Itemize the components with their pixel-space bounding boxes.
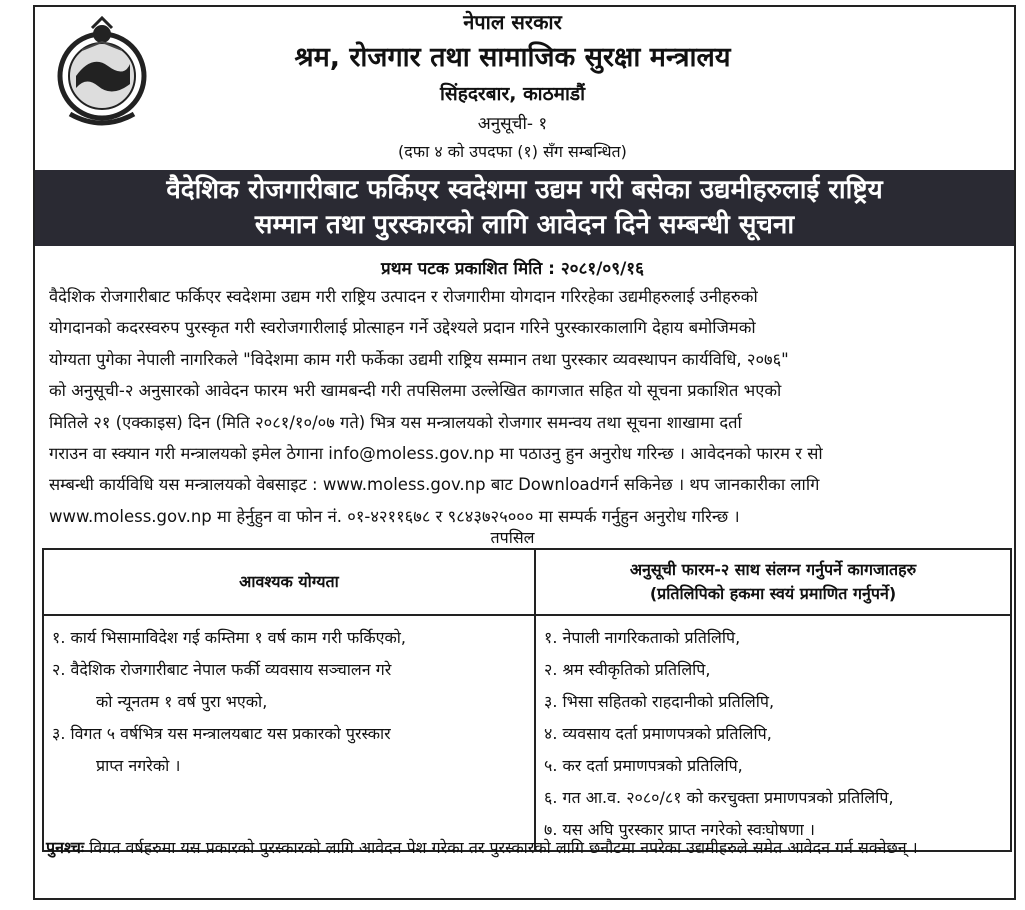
ministry-location: सिंहदरबार, काठमाडौं: [439, 83, 585, 105]
body-line: गराउन वा स्क्यान गरी मन्त्रालयको इमेल ठेगाना info@moless.gov.np मा पठाउनु हुन अनुरोध गरिन्छ । आवेदनको फारम र सो: [49, 444, 823, 464]
body-line: को अनुसूची-२ अनुसारको आवेदन फारम भरी खामबन्दी गरी तपसिलमा उल्लेखित कागजात सहित यो सूचना प्रकाशित भएको: [49, 381, 782, 401]
footnote: [46, 833, 1006, 863]
ministry-title: श्रम, रोजगार तथा सामाजिक सुरक्षा मन्त्रालय: [294, 42, 731, 73]
documents-header-line-1: अनुसूची फारम-२ साथ संलग्न गर्नुपर्ने कागजातहरु: [629, 560, 917, 579]
list-item: ७. यस अघि पुरस्कार प्राप्त नगरेको स्वःघोषणा ।: [544, 820, 815, 839]
notice-banner: [35, 170, 1014, 246]
documents-header-line-2: (प्रतिलिपिको हकमा स्वयं प्रमाणित गर्नुपर्ने): [649, 584, 897, 603]
body-line: www.moless.gov.np मा हेर्नुहुन वा फोन नं. ०१-४२११६७८ र ९८४३७२५००० मा सम्पर्क गर्नुहुन अनुरोध गरिन्छ ।: [49, 506, 740, 526]
body-line: वैदेशिक रोजगारीबाट फर्किएर स्वदेशमा उद्यम गरी राष्ट्रिय उत्पादन र रोजगारीमा योगदान गरिरहेका उद्यमीहरुलाई उनीहरुको: [49, 287, 758, 306]
annex-label: अनुसूची- १: [477, 114, 548, 134]
notice-body: [49, 281, 1004, 532]
list-item: प्राप्त नगरेको ।: [96, 756, 181, 775]
qualification-header: आवश्यक योग्यता: [43, 549, 535, 615]
list-item: ३. विगत ५ वर्षभित्र यस मन्त्रालयबाट यस प्रकारको पुरस्कार: [52, 724, 391, 743]
tapsil-heading: तपसिल: [490, 528, 535, 547]
qualification-cell: [43, 615, 535, 851]
documents-header: [535, 549, 1011, 615]
requirements-table: [42, 548, 1012, 852]
body-line: योग्यता पुगेका नेपाली नागरिकले "विदेशमा काम गरी फर्केका उद्यमी राष्ट्रिय सम्मान तथा पुरस्कार व्यवस्थापन कार्यविधि, २०७६": [49, 349, 789, 369]
government-title: नेपाल सरकार: [463, 10, 562, 34]
list-item: ४. व्यवसाय दर्ता प्रमाणपत्रको प्रतिलिपि,: [544, 724, 772, 743]
list-item: ६. गत आ.व. २०८०/८१ को करचुक्ता प्रमाणपत्रको प्रतिलिपि,: [544, 788, 894, 807]
footnote-text: विगत वर्षहरुमा यस प्रकारको पुरस्कारको लागि आवेदन पेश गरेका तर पुरस्कारको लागि छनौटमा नपरेका उद्यमीहरुले समेत आवेदन गर्न सक्नेछन् ।: [89, 838, 918, 857]
list-item: १. कार्य भिसामाविदेश गई कम्तिमा १ वर्ष काम गरी फर्किएको,: [52, 628, 406, 647]
body-line: सम्बन्धी कार्यविधि यस मन्त्रालयको वेबसाइट : www.moless.gov.np बाट Downloadगर्न सकिनेछ । थप जानकारीका लागि: [49, 475, 820, 495]
section-reference: (दफा ४ को उपदफा (१) सँग सम्बन्धित): [398, 142, 627, 161]
list-item: २. वैदेशिक रोजगारीबाट नेपाल फर्की व्यवसाय सञ्चालन गरे: [52, 660, 392, 679]
list-item: १. नेपाली नागरिकताको प्रतिलिपि,: [544, 628, 741, 647]
banner-line-2: सम्मान तथा पुरस्कारको लागि आवेदन दिने सम्बन्धी सूचना: [254, 210, 795, 240]
list-item: २. श्रम स्वीकृतिको प्रतिलिपि,: [544, 660, 711, 679]
body-line: योगदानको कदरस्वरुप पुरस्कृत गरी स्वरोजगारीलाई प्रोत्साहन गर्ने उद्देश्यले प्रदान गरिने पुरस्कारकालागि देहाय बमोजिमको: [49, 318, 756, 338]
list-item: ५. कर दर्ता प्रमाणपत्रको प्रतिलिपि,: [544, 756, 743, 775]
list-item: को न्यूनतम १ वर्ष पुरा भएको,: [96, 692, 268, 711]
list-item: ३. भिसा सहितको राहदानीको प्रतिलिपि,: [544, 692, 775, 711]
published-date: प्रथम पटक प्रकाशित मिति : २०८१/०९/१६: [381, 259, 644, 279]
banner-line-1: वैदेशिक रोजगारीबाट फर्किएर स्वदेशमा उद्यम गरी बसेका उद्यमीहरुलाई राष्ट्रिय: [166, 175, 883, 205]
documents-cell: [535, 615, 1011, 851]
body-line: मितिले २१ (एक्काइस) दिन (मिति २०८१/१०/०७ गते) भित्र यस मन्त्रालयको रोजगार समन्वय तथा सूचना शाखामा दर्ता: [49, 412, 742, 432]
footnote-label: पुनश्चः: [46, 838, 85, 857]
